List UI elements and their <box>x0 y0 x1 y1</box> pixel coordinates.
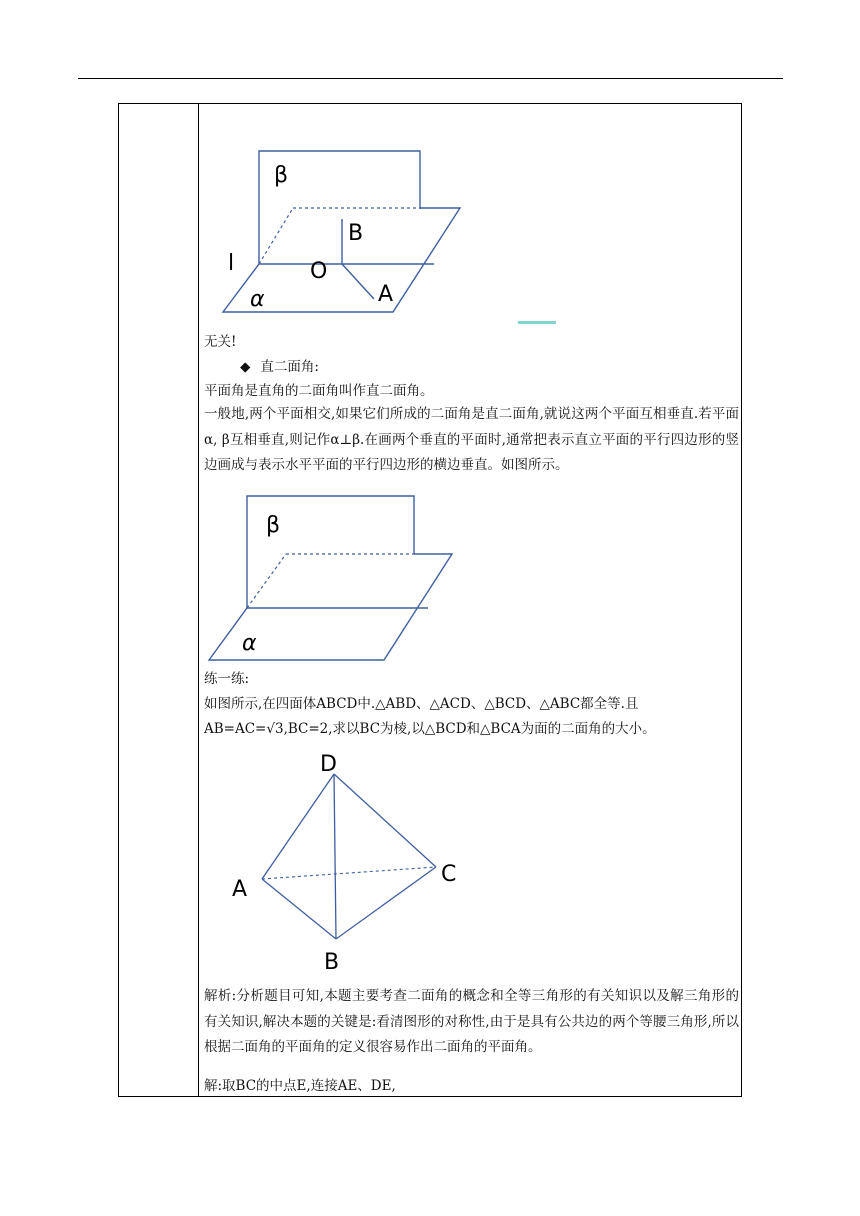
edge-ab <box>262 879 336 939</box>
label-l: l <box>228 251 235 276</box>
hidden-edge <box>259 208 293 264</box>
header-rule <box>78 78 783 79</box>
figure-perpendicular-planes-svg <box>204 492 474 662</box>
label-c: C <box>441 862 457 887</box>
label-o: O <box>310 259 328 284</box>
label-beta: β <box>274 163 289 188</box>
hidden-edge <box>247 554 286 608</box>
figure-dihedral-angle-svg <box>204 144 474 324</box>
text-problem-line2: AB=AC=√3,BC=2,求以BC为棱,以△BCD和△BCA为面的二面角的大小。 <box>204 721 656 737</box>
figure-perpendicular-planes <box>204 492 474 666</box>
figure-tetrahedron-svg <box>224 749 474 974</box>
label-a: A <box>232 877 248 902</box>
edge-dc <box>334 774 436 867</box>
column-divider <box>198 104 199 1096</box>
text-wuguan: 无关! <box>204 334 237 350</box>
label-b: B <box>348 221 364 246</box>
edge-da <box>262 774 334 879</box>
decorative-mark <box>518 321 556 324</box>
edge-db <box>334 774 336 939</box>
text-problem-line1: 如图所示,在四面体ABCD中.△ABD、△ACD、△BCD、△ABC都全等.且 <box>204 696 639 712</box>
text-practice: 练一练: <box>204 671 250 687</box>
text-perpendicular-planes: 一般地,两个平面相交,如果它们所成的二面角是直二面角,就说这两个平面互相垂直.若平面α, β互相垂直,则记作α⊥β.在画两个垂直的平面时,通常把表示直立平面的平行四边形的竖边画成与表示水平平面的平行四边形的横边垂直。如图所示。 <box>204 406 739 473</box>
text-definition: 平面角是直角的二面角叫作直二面角。 <box>204 383 434 399</box>
diamond-bullet-icon: ◆ <box>240 359 251 375</box>
text-solution: 解:取BC的中点E,连接AE、DE, <box>204 1078 396 1094</box>
edge-ac-hidden <box>262 867 436 879</box>
figure-tetrahedron <box>224 749 474 978</box>
figure-dihedral-angle <box>204 144 474 328</box>
label-alpha: α <box>250 287 265 312</box>
label-beta: β <box>266 513 281 538</box>
content-table <box>118 103 742 1097</box>
label-a: A <box>378 282 394 307</box>
label-d: D <box>320 752 337 777</box>
text-analysis: 解析:分析题目可知,本题主要考查二面角的概念和全等三角形的有关知识以及解三角形的有关知识,解决本题的关键是:看清图形的对称性,由于是具有公共边的两个等腰三角形,所以根据二面角的平面角的定义很容易作出二面角的平面角。 <box>204 988 739 1055</box>
edge-cb <box>336 867 436 939</box>
bullet-heading <box>240 355 319 380</box>
label-b: B <box>324 950 340 974</box>
segment-oa <box>342 264 374 299</box>
label-alpha: α <box>242 631 257 656</box>
bullet-heading-text: 直二面角: <box>260 359 319 375</box>
